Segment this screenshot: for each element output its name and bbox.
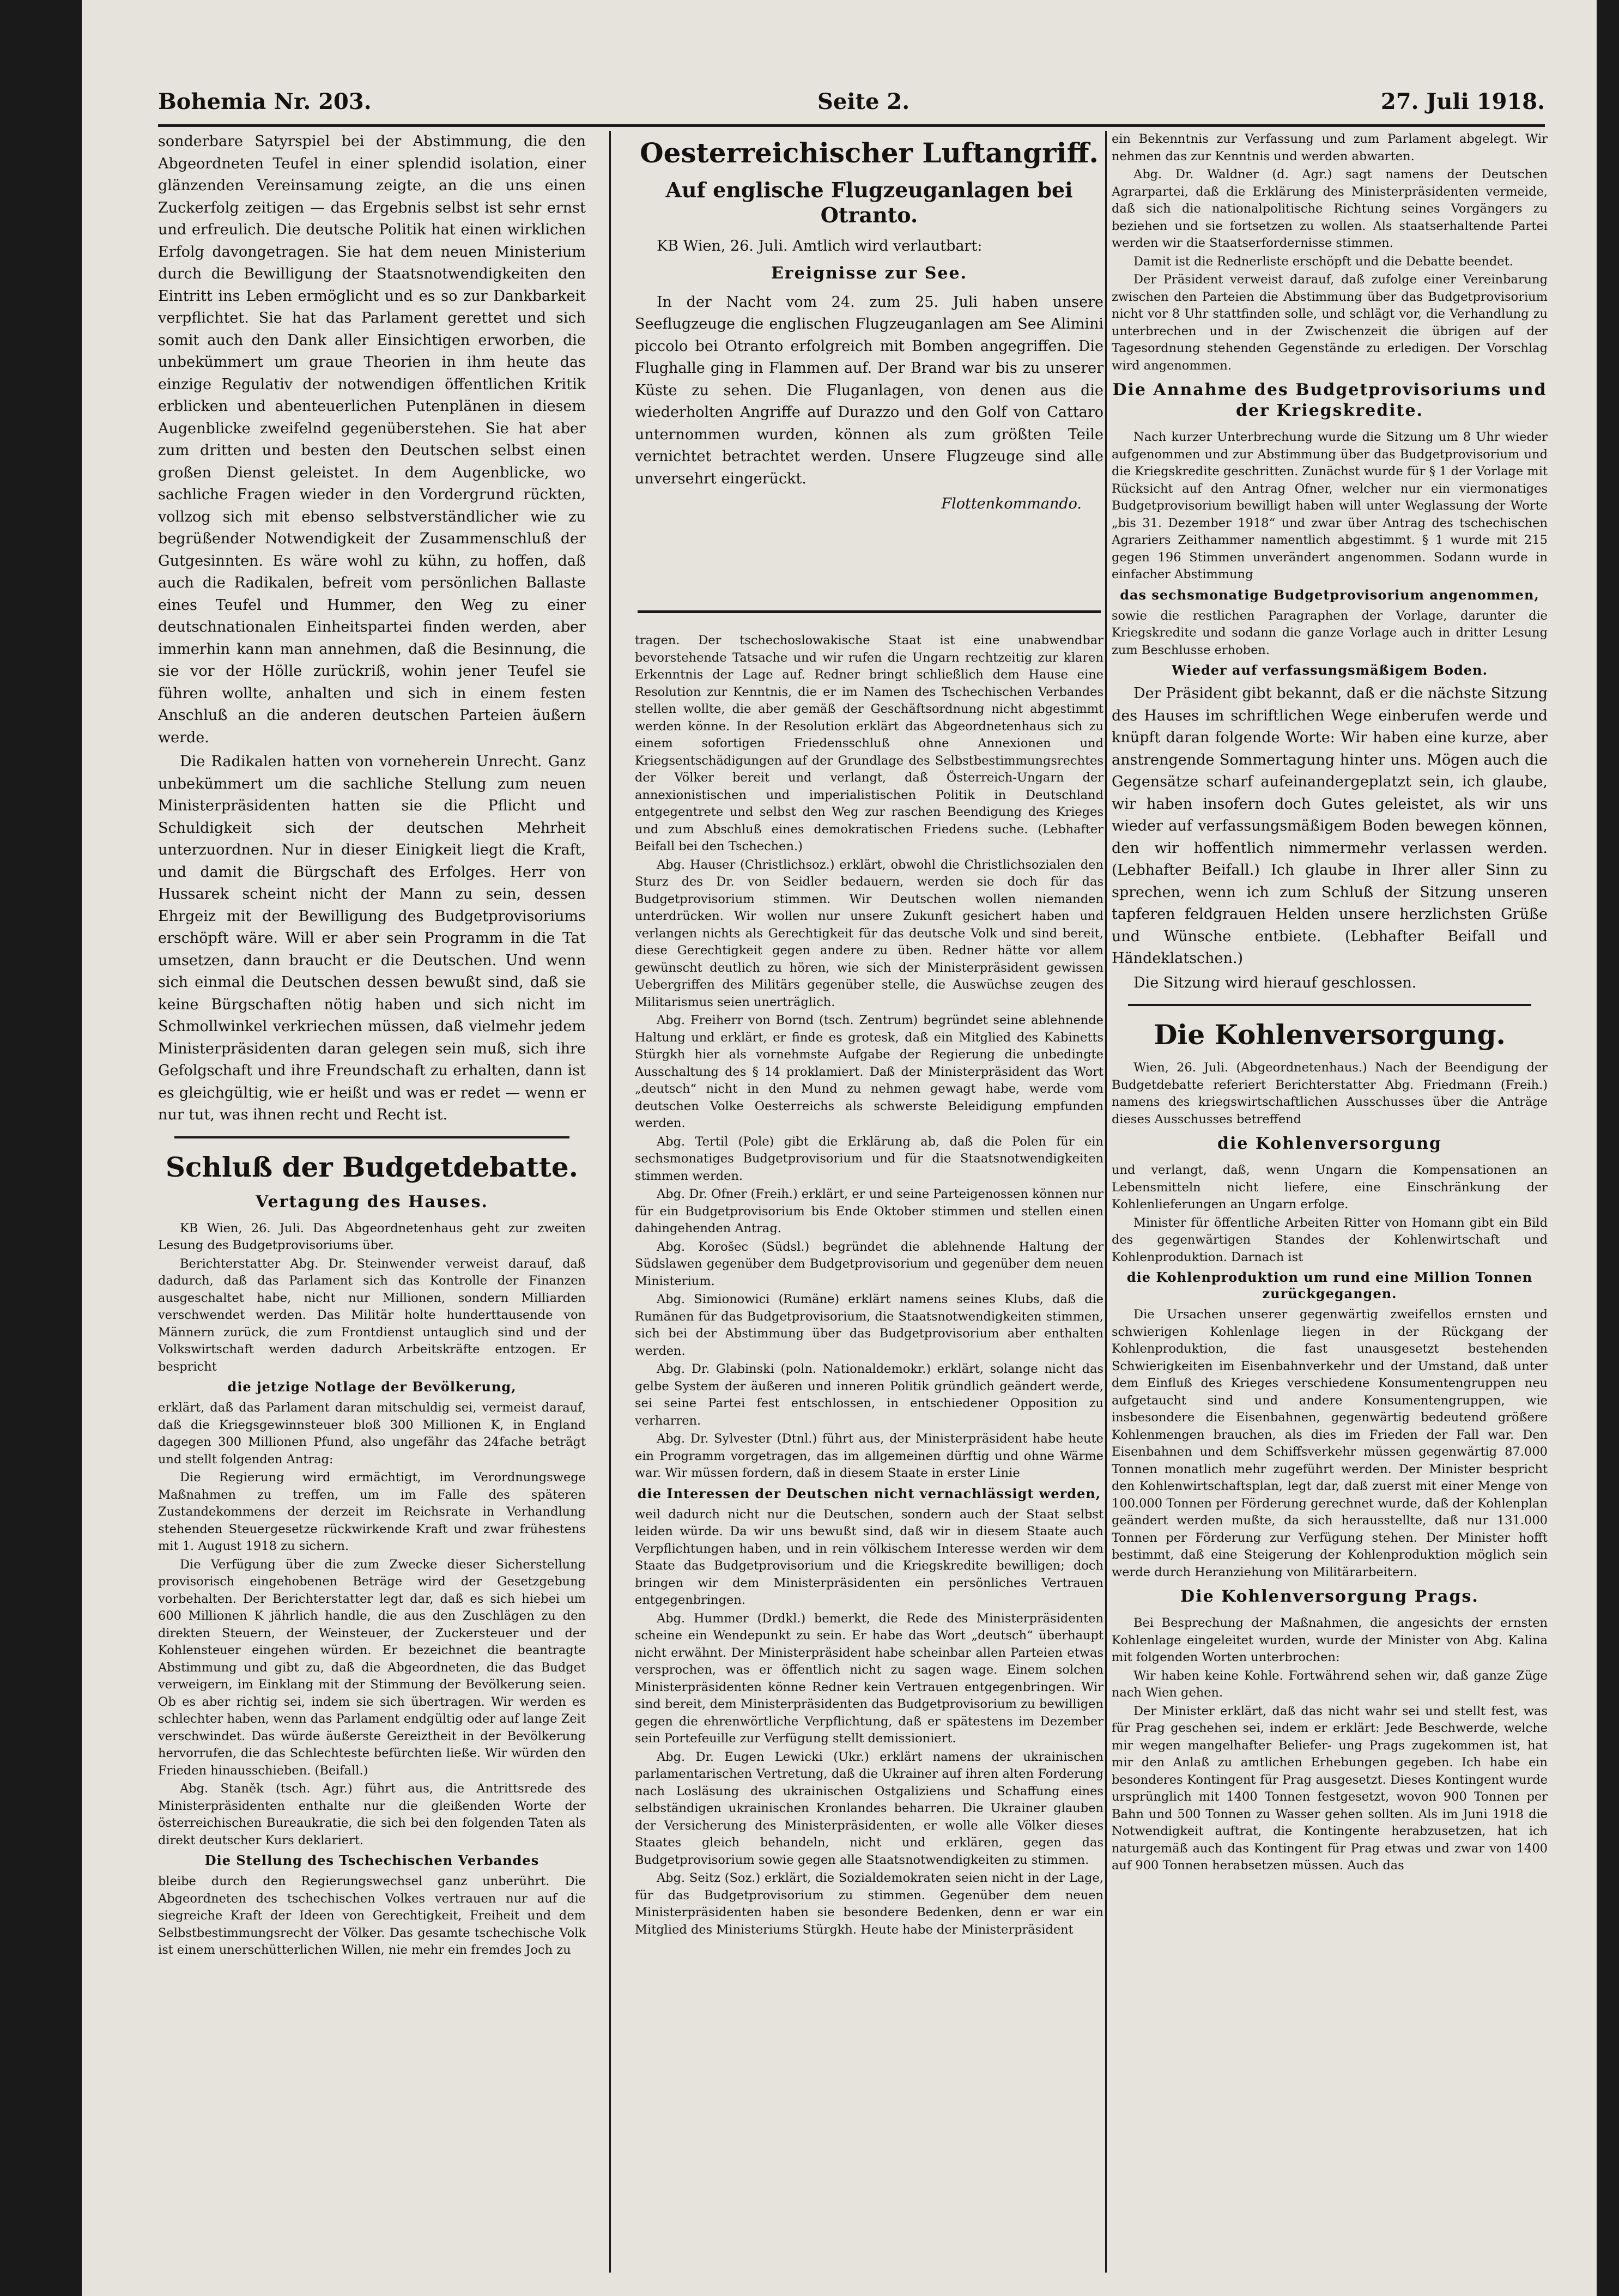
paragraph: Abg. Dr. Ofner (Freih.) erklärt, er und seine Parteigenossen können nur für ein Budgetprovisorium bis Ende Oktober stimmen und stellen einen dahingehenden Antrag. [635, 1187, 1103, 1235]
paragraph: Berichterstatter Abg. Dr. Steinwender verweist darauf, daß dadurch, daß das Parlament sich das Kontrolle der Finanzen ausgeschaltet habe, nicht nur Millionen, sondern Milliarden verschwendet werden. Das Militär holte hunderttausende von Männern zurück, die zum Frontdienst untauglich sind und der Volkswirtschaft werden dadurch Arbeitskräfte entzogen. Er bespricht [158, 1256, 586, 1374]
paragraph: Damit ist die Rednerliste erschöpft und die Debatte beendet. [1133, 254, 1513, 269]
paragraph: Abg. Dr. Sylvester (Dtnl.) führt aus, der Ministerpräsident habe heute ein Programm vorgetragen, das im allgemeinen dürftig und ohne Wärme war. Wir müssen fordern, daß in diesem Staate in erster Linie [635, 1432, 1103, 1480]
paragraph: Nach kurzer Unterbrechung wurde die Sitzung um 8 Uhr wieder aufgenommen und zur Abstimmung über das Budgetprovisorium und die Kriegskredite geschritten. Zunächst wurde für § 1 der Vorlage mit Rücksicht auf den Antrag Ofner, welcher nur ein viermonatiges Budgetprovisorium bewilligt haben will unter Weglassung der Worte „bis 31. Dezember 1918“ und zwar über Antrag des tschechischen Agrariers Zeithammer namentlich abgestimmt. § 1 wurde mit 215 gegen 196 Stimmen unverändert angenommen. Sodann wurde in einfacher Abstimmung [1112, 430, 1548, 581]
subhead-notlage: die jetzige Notlage der Bevölkerung, [227, 1379, 517, 1395]
column-left [158, 131, 586, 2273]
column-rule-right [1105, 131, 1107, 2273]
signature: Flottenkommando. [941, 495, 1082, 512]
paragraph: erklärt, daß das Parlament daran mitschuldig sei, vermeist darauf, daß die Kriegsgewinnsteuer bloß 300 Millionen K, in England dagegen 300 Millionen Pfund, also ungefähr das 24fache beträgt und stellt folgenden Antrag: [158, 1401, 586, 1467]
paragraph: In der Nacht vom 24. zum 25. Juli haben unsere Seeflugzeuge die englischen Flugzeuganlagen am See Alimini piccolo bei Otranto erfolgreich mit Bomben angegriffen. Die Flughalle ging in Flammen auf. Der Brand war bis zu unserer Küste zu sehen. Die Fluganlagen, von denen aus die wiederholten Angriffe auf Durazzo und den Golf von Cattaro unternommen wurden, können als zum größten Teile vernichtet betrachtet werden. Unsere Flugzeuge sind alle unversehrt eingerückt. [635, 293, 1103, 487]
article-luftangriff [635, 131, 1103, 605]
paragraph: sowie die restlichen Paragraphen der Vorlage, darunter die Kriegskredite und sodann die ganze Vorlage auch in dritter Lesung zum Beschlusse erhoben. [1112, 608, 1548, 657]
subhead-vertagung: Vertagung des Hauses. [255, 1192, 489, 1211]
page-header [158, 84, 1545, 123]
paragraph: Bei Besprechung der Maßnahmen, die angesichts der ernsten Kohlenlage eingeleitet wurden, wurde der Minister von Abg. Kalina mit folgenden Worten unterbrochen: [1112, 1616, 1548, 1664]
paragraph: Der Präsident verweist darauf, daß zufolge einer Vereinbarung zwischen den Parteien die Abstimmung über das Budgetprovisorium nicht vor 8 Uhr stattfinden solle, und schlägt vor, die Verhandlung zu unterbrechen und in der Zwischenzeit die übrigen auf der Tagesordnung stehenden Gegenstände zu erledigen. Der Vorschlag wird angenommen. [1112, 272, 1548, 373]
subhead-sechsmonatig: das sechsmonatige Budgetprovisorium angenommen, [1120, 586, 1539, 603]
subhead-tschech: Die Stellung des Tschechischen Verbandes [204, 1852, 539, 1868]
paragraph: Abg. Tertil (Pole) gibt die Erklärung ab, daß die Polen für ein sechsmonatiges Budgetprovisorium und für die Staatsnotwendigkeiten stimmen werden. [635, 1134, 1103, 1183]
paragraph: Abg. Dr. Glabinski (poln. Nationaldemokr.) erklärt, solange nicht das gelbe System der äußeren und inneren Politik gründlich geändert werde, sei seine Partei fest entschlossen, in entschiedener Opposition zu verharren. [635, 1362, 1103, 1428]
paragraph: Die Sitzung wird hierauf geschlossen. [1133, 974, 1417, 991]
paragraph: Abg. Korošec (Südsl.) begründet die ablehnende Haltung der Südslawen gegenüber dem Budgetprovisorium und gegenüber dem neuen Ministerium. [635, 1239, 1103, 1288]
paragraph: Wir haben keine Kohle. Fortwährend sehen wir, daß ganze Züge nach Wien gehen. [1112, 1668, 1548, 1700]
subhead-verfassung: Wieder auf verfassungsmäßigem Boden. [1172, 662, 1488, 678]
headline-schluss: Schluß der Budgetdebatte. [165, 1150, 579, 1183]
paragraph: KB Wien, 26. Juli. Amtlich wird verlautbart: [657, 238, 983, 255]
paragraph: sonderbare Satyrspiel bei der Abstimmung, die den Abgeordneten Teufel in einer splendid isolation, einer glänzenden Vereinsamung zeigte, an die uns einen Zuckerfolg zeitigen — das Ergebnis selbst ist sehr ernst und erfreulich. Die deutsche Politik hat einen wirklichen Erfolg davongetragen. Sie hat dem neuen Ministerium durch die Bewilligung der Staatsnotwendigkeiten den Eintritt ins Leben ermöglicht und es so zur Dankbarkeit verpflichtet. Sie hat das Parlament gerettet und sich somit auch den Dank aller Einsichtigen erworben, die unbekümmert um graue Theorien in ihm heute das einzige Regulativ der notwendigen öffentlichen Kritik erblicken und abenteuerlichen Putenplänen in diesem Augenblicke zweifelnd gegenüberstehen. Sie hat aber zum dritten und besten den Deutschen selbst einen großen Dienst geleistet. In dem Augenblicke, wo sachliche Fragen wieder in den Vordergrund rückten, vollzog sich mit ebenso selbstverständlicher wie zu begrüßender Notwendigkeit der Zusammenschluß der Gutgesinnten. Es wäre wohl zu kühn, zu hoffen, daß auch die Radikalen, befreit vom persönlichen Ballaste eines Teufel und Hummer, den Weg zu einer deutschnationalen Einheitspartei finden werden, aber immerhin kann man annehmen, daß die Besinnung, die sie vor der Hölle zurückriß, wohin jener Teufel sie führen wollte, anhalten und sich in einem festen Anschluß an die anderen deutschen Parteien äußern werde. [158, 133, 586, 746]
section-divider [174, 1136, 569, 1138]
headline-kohlenversorgung: Die Kohlenversorgung. [1154, 1019, 1506, 1051]
header-rule [158, 124, 1545, 127]
paragraph: Abg. Dr. Waldner (d. Agr.) sagt namens der Deutschen Agrarpartei, daß die Erklärung des Ministerpräsidenten vermeide, daß sich die nationalpolitische Richtung seines Vorgängers zu beziehen und sie fortsetzen zu wollen. Als staatserhaltende Partei werden wir die Staatserfordernisse stimmen. [1112, 167, 1548, 250]
paragraph: KB Wien, 26. Juli. Das Abgeordnetenhaus geht zur zweiten Lesung des Budgetprovisoriums über. [158, 1221, 586, 1252]
paragraph: Wien, 26. Juli. (Abgeordnetenhaus.) Nach der Beendigung der Budgetdebatte referiert Berichterstatter Abg. Friedmann (Freih.) namens des kriegswirtschaftlichen Ausschusses über die Anträge dieses Ausschusses betreffend [1112, 1061, 1548, 1126]
paragraph: Abg. Freiherr von Bornd (tsch. Zentrum) begründet seine ablehnende Haltung und erklärt, er finde es grotesk, daß ein Mitglied des Kabinetts Stürgkh hier als vornehmste Aufgabe der Regierung die unbedingte Ausschaltung des § 14 proklamiert. Daß der Ministerpräsident das Wort „deutsch“ nicht in den Mund zu nehmen gewagt habe, werde vom deutschen Volke Oesterreichs als schwerste Beleidigung empfunden werden. [635, 1013, 1103, 1130]
paragraph: Die Radikalen hatten von vorneherein Unrecht. Ganz unbekümmert um die sachliche Stellung zum neuen Ministerpräsidenten hatten sie die Pflicht und Schuldigkeit sich der deutschen Mehrheit unterzuordnen. Nur in dieser Einigkeit liegt die Kraft, und damit die Bürgschaft des Erfolges. Herr von Hussarek scheint nicht der Mann zu sein, dessen Ehrgeiz mit der Bewilligung des Budgetprovisoriums erschöpft wäre. Will er aber sein Programm in die Tat umsetzen, dann braucht er die Deutschen. Und wenn sich einmal die Deutschen dessen bewußt sind, daß sie keine Bürgschaften nötig haben und sich nicht im Schmollwinkel verkriechen müssen, daß vielmehr jedem Ministerpräsidenten daran gelegen sein muß, sich ihre Gefolgschaft und ihre Freundschaft zu erhalten, dann ist es gleichgültig, wie er heißt und was er redet — wenn er nur tut, was ihnen recht und Recht ist. [158, 753, 586, 1123]
paragraph: Abg. Simionowici (Rumäne) erklärt namens seines Klubs, daß die Rumänen für das Budgetprovisorium, die Staatsnotwendigkeiten stimmen, sich bei der Abstimmung über das Budgetprovisorium aber enthalten werden. [635, 1292, 1103, 1358]
paragraph: Abg. Seitz (Soz.) erklärt, die Sozialdemokraten seien nicht in der Lage, für das Budgetprovisorium zu stimmen. Gegenüber dem neuen Ministerpräsidenten haben sie besondere Bedenken, denn er war ein Mitglied des Ministeriums Stürgkh. Heute habe der Ministerpräsident [635, 1871, 1103, 1937]
subhead-interessen: die Interessen der Deutschen nicht vernachlässigt werden, [637, 1485, 1101, 1501]
subhead-prag: Die Kohlenversorgung Prags. [1180, 1587, 1479, 1606]
paragraph: Abg. Staněk (tsch. Agr.) führt aus, die Antrittsrede des Ministerpräsidenten enthalte nur die gleißenden Worte der österreichischen Bureaukratie, die sich bei den folgenden Taten als direkt deutscher Kurs deklariert. [158, 1782, 586, 1847]
section-divider [1128, 1004, 1531, 1006]
issue-date: 27. Juli 1918. [1380, 89, 1545, 114]
paragraph: und verlangt, daß, wenn Ungarn die Kompensationen an Lebensmitteln nicht liefere, eine Einschränkung der Kohlenlieferungen an Ungarn erfolge. [1112, 1163, 1548, 1211]
subhead-annahme: Die Annahme des Budgetprovisoriums und der Kriegskredite. [1112, 380, 1547, 420]
page-number: Seite 2. [817, 89, 910, 114]
paragraph: Minister für öffentliche Arbeiten Ritter von Homann gibt ein Bild des gegenwärtigen Standes der Kohlenwirtschaft und Kohlenproduktion. Darnach ist [1112, 1215, 1548, 1264]
paragraph: ein Bekenntnis zur Verfassung und zum Parlament abgelegt. Wir nehmen das zur Kenntnis und werden abwarten. [1112, 132, 1548, 163]
paragraph: Abg. Dr. Eugen Lewicki (Ukr.) erklärt namens der ukrainischen parlamentarischen Vertretung, daß die Ukrainer auf ihren alten Forderung nach Losläsung des ukrainischen Ostgaliziens und Schaffung eines selbständigen ukrainischen Kronlandes beharren. Die Ukrainer glauben der Versicherung des Ministerpräsidenten, er wolle alle Völker dieses Staates gleich behandeln, nicht und erklären, gegen das Budgetprovisorium sowie gegen alle Staatsnotwendigkeiten zu stimmen. [635, 1749, 1103, 1867]
paragraph: Abg. Hummer (Drdkl.) bemerkt, die Rede des Ministerpräsidenten scheine ein Wendepunkt zu sein. Er habe das Wort „deutsch“ überhaupt nicht erwähnt. Der Ministerpräsident habe scheinbar allen Parteien etwas versprochen, was er öffentlich nicht zu sagen wage. Einem solchen Ministerpräsidenten könne Redner kein Vertrauen entgegenbringen. Wir sind bereit, dem Ministerpräsidenten das Budgetprovisorium zu bewilligen gegen die ehrenwörtliche Verpflichtung, daß er spätestens im Dezember sein Portefeuille zur Verfügung stellt demissioniert. [635, 1611, 1103, 1746]
column-rule-left [609, 131, 611, 2273]
paragraph: Der Minister erklärt, daß das nicht wahr sei und stellt fest, was für Prag geschehen sei, indem er erklärt: Jede Beschwerde, welche mir wegen mangelhafter Beliefer- ung Prags zugekommen ist, hat mir den Anlaß zu amtlichen Erhebungen gegeben. Ich habe ein besonderes Kontingent für Prag ausgesetzt. Dieses Kontingent wurde ursprünglich mit 1400 Tonnen festgesetzt, wovon 900 Tonnen per Bahn und 500 Tonnen zu Wasser gehen sollten. Als im Juni 1918 die Notwendigkeit auftrat, die Kontingente herabzusetzen, hat ich naturgemäß auch das Kontingent für Prag etwas und zwar von 1400 auf 900 Tonnen herabsetzen müssen. Auch das [1112, 1704, 1548, 1873]
subhead-kohlenproduktion: die Kohlenproduktion um rund eine Million Tonnen zurückgegangen. [1126, 1269, 1533, 1301]
paragraph: tragen. Der tschechoslowakische Staat ist eine unabwendbar bevorstehende Tatsache und wir rufen die Ungarn rechtzeitig zur klaren Erkenntnis der Lage auf. Redner bringt schließlich dem Hause eine Resolution zur Kenntnis, die er im Namen des Tschechischen Verbandes stellen wollte, die aber gemäß der Geschäftsordnung nicht abgestimmt werden könne. In der Resolution erklärt das Abgeordnetenhaus sich zu einem sofortigen Friedensschluß ohne Annexionen und Kriegsentschädigungen auf der Grundlage des Selbstbestimmungsrechtes der Völker bereit und verlangt, daß Österreich-Ungarn der annexionistischen und imperialistischen Politik in Deutschland entgegentrete und selbst den Weg zur raschen Beendigung des Krieges und zum Abschluß eines demokratischen Friedens suche. (Lebhafter Beifall bei den Tschechen.) [635, 633, 1103, 853]
paragraph: Die Ursachen unserer gegenwärtig zweifellos ernsten und schwierigen Kohlenlage liegen in der Rückgang der Kohlenproduktion, die fast unausgesetzt bestehenden Schwierigkeiten im Eisenbahnverkehr und der Umstand, daß unter dem Einfluß des Krieges verschiedene Konsumentengruppen neu aufgetaucht sind und andere Konsumentengruppen, wie insbesondere die Eisenbahnen, gegenwärtig bedeutend größere Kohlenmengen brauchen, als dies im Frieden der Fall war. Den Eisenbahnen und dem Schiffsverkehr müssen gegenwärtig 87.000 Tonnen monatlich mehr zugeführt werden. Der Minister bespricht den Kohlenwirtschaftsplan, legt dar, daß zuerst mit einer Menge von 100.000 Tonnen per Förderung gerechnet wurde, daß der Kohlenplan geändert werden mußte, da sich herausstellte, daß nur 131.000 Tonnen per Förderung zur Verfügung stehen. Der Minister hofft bestimmt, daß eine Steigerung der Kohlenproduktion möglich sein werde durch Heranziehung von Militärarbeitern. [1112, 1307, 1548, 1579]
paragraph: bleibe durch den Regierungswechsel ganz unberührt. Die Abgeordneten des tschechischen Volkes vertrauen nur auf die siegreiche Kraft der Ideen von Gerechtigkeit, Freiheit und dem Selbstbestimmungsrecht der Völker. Das gesamte tschechische Volk ist einem unerschütterlichen Willen, nie mehr ein fremdes Joch zu [158, 1874, 586, 1957]
column-right [1112, 131, 1548, 2273]
subhead-kohlenversorgung: die Kohlenversorgung [1217, 1134, 1442, 1153]
paragraph: weil dadurch nicht nur die Deutschen, sondern auch der Staat selbst leiden würde. Da wir uns bewußt sind, daß wir in diesem Staate auch Verpflichtungen haben, und in rein völkischem Interesse werden wir dem Staate das Budgetprovisorium und die Kriegskredite bewilligen; doch bringen wir dem Ministerpräsidenten ein persönliches Vertrauen entgegenbringen. [635, 1507, 1103, 1607]
paragraph: Abg. Hauser (Christlichsoz.) erklärt, obwohl die Christlichsozialen den Sturz des Dr. von Seidler bedauern, werden sie doch für das Budgetprovisorium stimmen. Wir Deutschen wollen niemanden unterdrücken. Wir wollen nur unsere Zukunft gesichert haben und verlangen nichts als Gerechtigkeit für das deutsche Volk und sind bereit, diese Gerechtigkeit gegen andere zu üben. Redner hätte vor allem gewünscht deutlich zu hören, wie sich der Ministerpräsident gewissen Uebergriffen des Militärs gegenüber stelle, die Auswüchse zeugen des Militarismus seien unerträglich. [635, 857, 1103, 1009]
paragraph: Die Verfügung über die zum Zwecke dieser Sicherstellung provisorisch eingehobenen Beträge wird der Gesetzgebung vorbehalten. Der Berichterstatter legt dar, daß es sich hiebei um 600 Millionen K jährlich handle, die aus den Zuschlägen zu den direkten Steuern, der Weinsteuer, der Zuckersteuer und der Kohlensteuer eingehen würden. Er bezeichnet die beantragte Abstimmung und gibt zu, daß die Abgeordneten, die das Budget verweigern, im Einklang mit der Stimmung der Bevölkerung seien. Ob es aber richtig sei, indem sie sich übertragen. Wir werden es schlechter haben, wenn das Parlament endgültig oder auf lange Zeit verschwindet. Das würde äußerste Gereiztheit in der Bevölkerung hervorrufen, die das Schlechteste befürchten ließe. Wir würden den Frieden hinausschieben. (Beifall.) [158, 1557, 586, 1778]
article-divider [638, 610, 1101, 613]
paragraph: Der Präsident gibt bekannt, daß er die nächste Sitzung des Hauses im schriftlichen Wege einberufen werde und knüpft daran folgende Worte: Wir haben eine kurze, aber anstrengende Sommertagung hinter uns. Mögen auch die Gegensätze scharf aufeinandergeplatzt sein, ich glaube, wir haben insofern doch Gutes geleistet, als wir uns wieder auf verfassungsmäßigem Boden bewegen können, den wir hoffentlich nimmermehr verlassen werden. (Lebhafter Beifall.) Ich glaube in Ihrer aller Sinn zu sprechen, wenn ich zum Schluß der Sitzung unseren tapferen feldgrauen Helden unsere herzlichsten Grüße und Wünsche entbiete. (Lebhafter Beifall und Händeklatschen.) [1112, 685, 1548, 967]
paragraph: Die Regierung wird ermächtigt, im Verordnungswege Maßnahmen zu treffen, um im Falle des späteren Zustandekommens der derzeit im Reichsrate in Verhandlung stehenden Steuergesetze rückwirkende Kraft und zwar frühestens mit 1. August 1918 zu sichern. [158, 1470, 586, 1553]
masthead-issue: Bohemia Nr. 203. [158, 89, 372, 114]
headline-luftangriff: Oesterreichischer Luftangriff. [640, 137, 1099, 169]
column-middle [635, 632, 1103, 2273]
subhead-ereignisse: Ereignisse zur See. [771, 263, 968, 283]
subhead-otranto: Auf englische Flugzeuganlagen bei Otranto. [665, 178, 1073, 227]
